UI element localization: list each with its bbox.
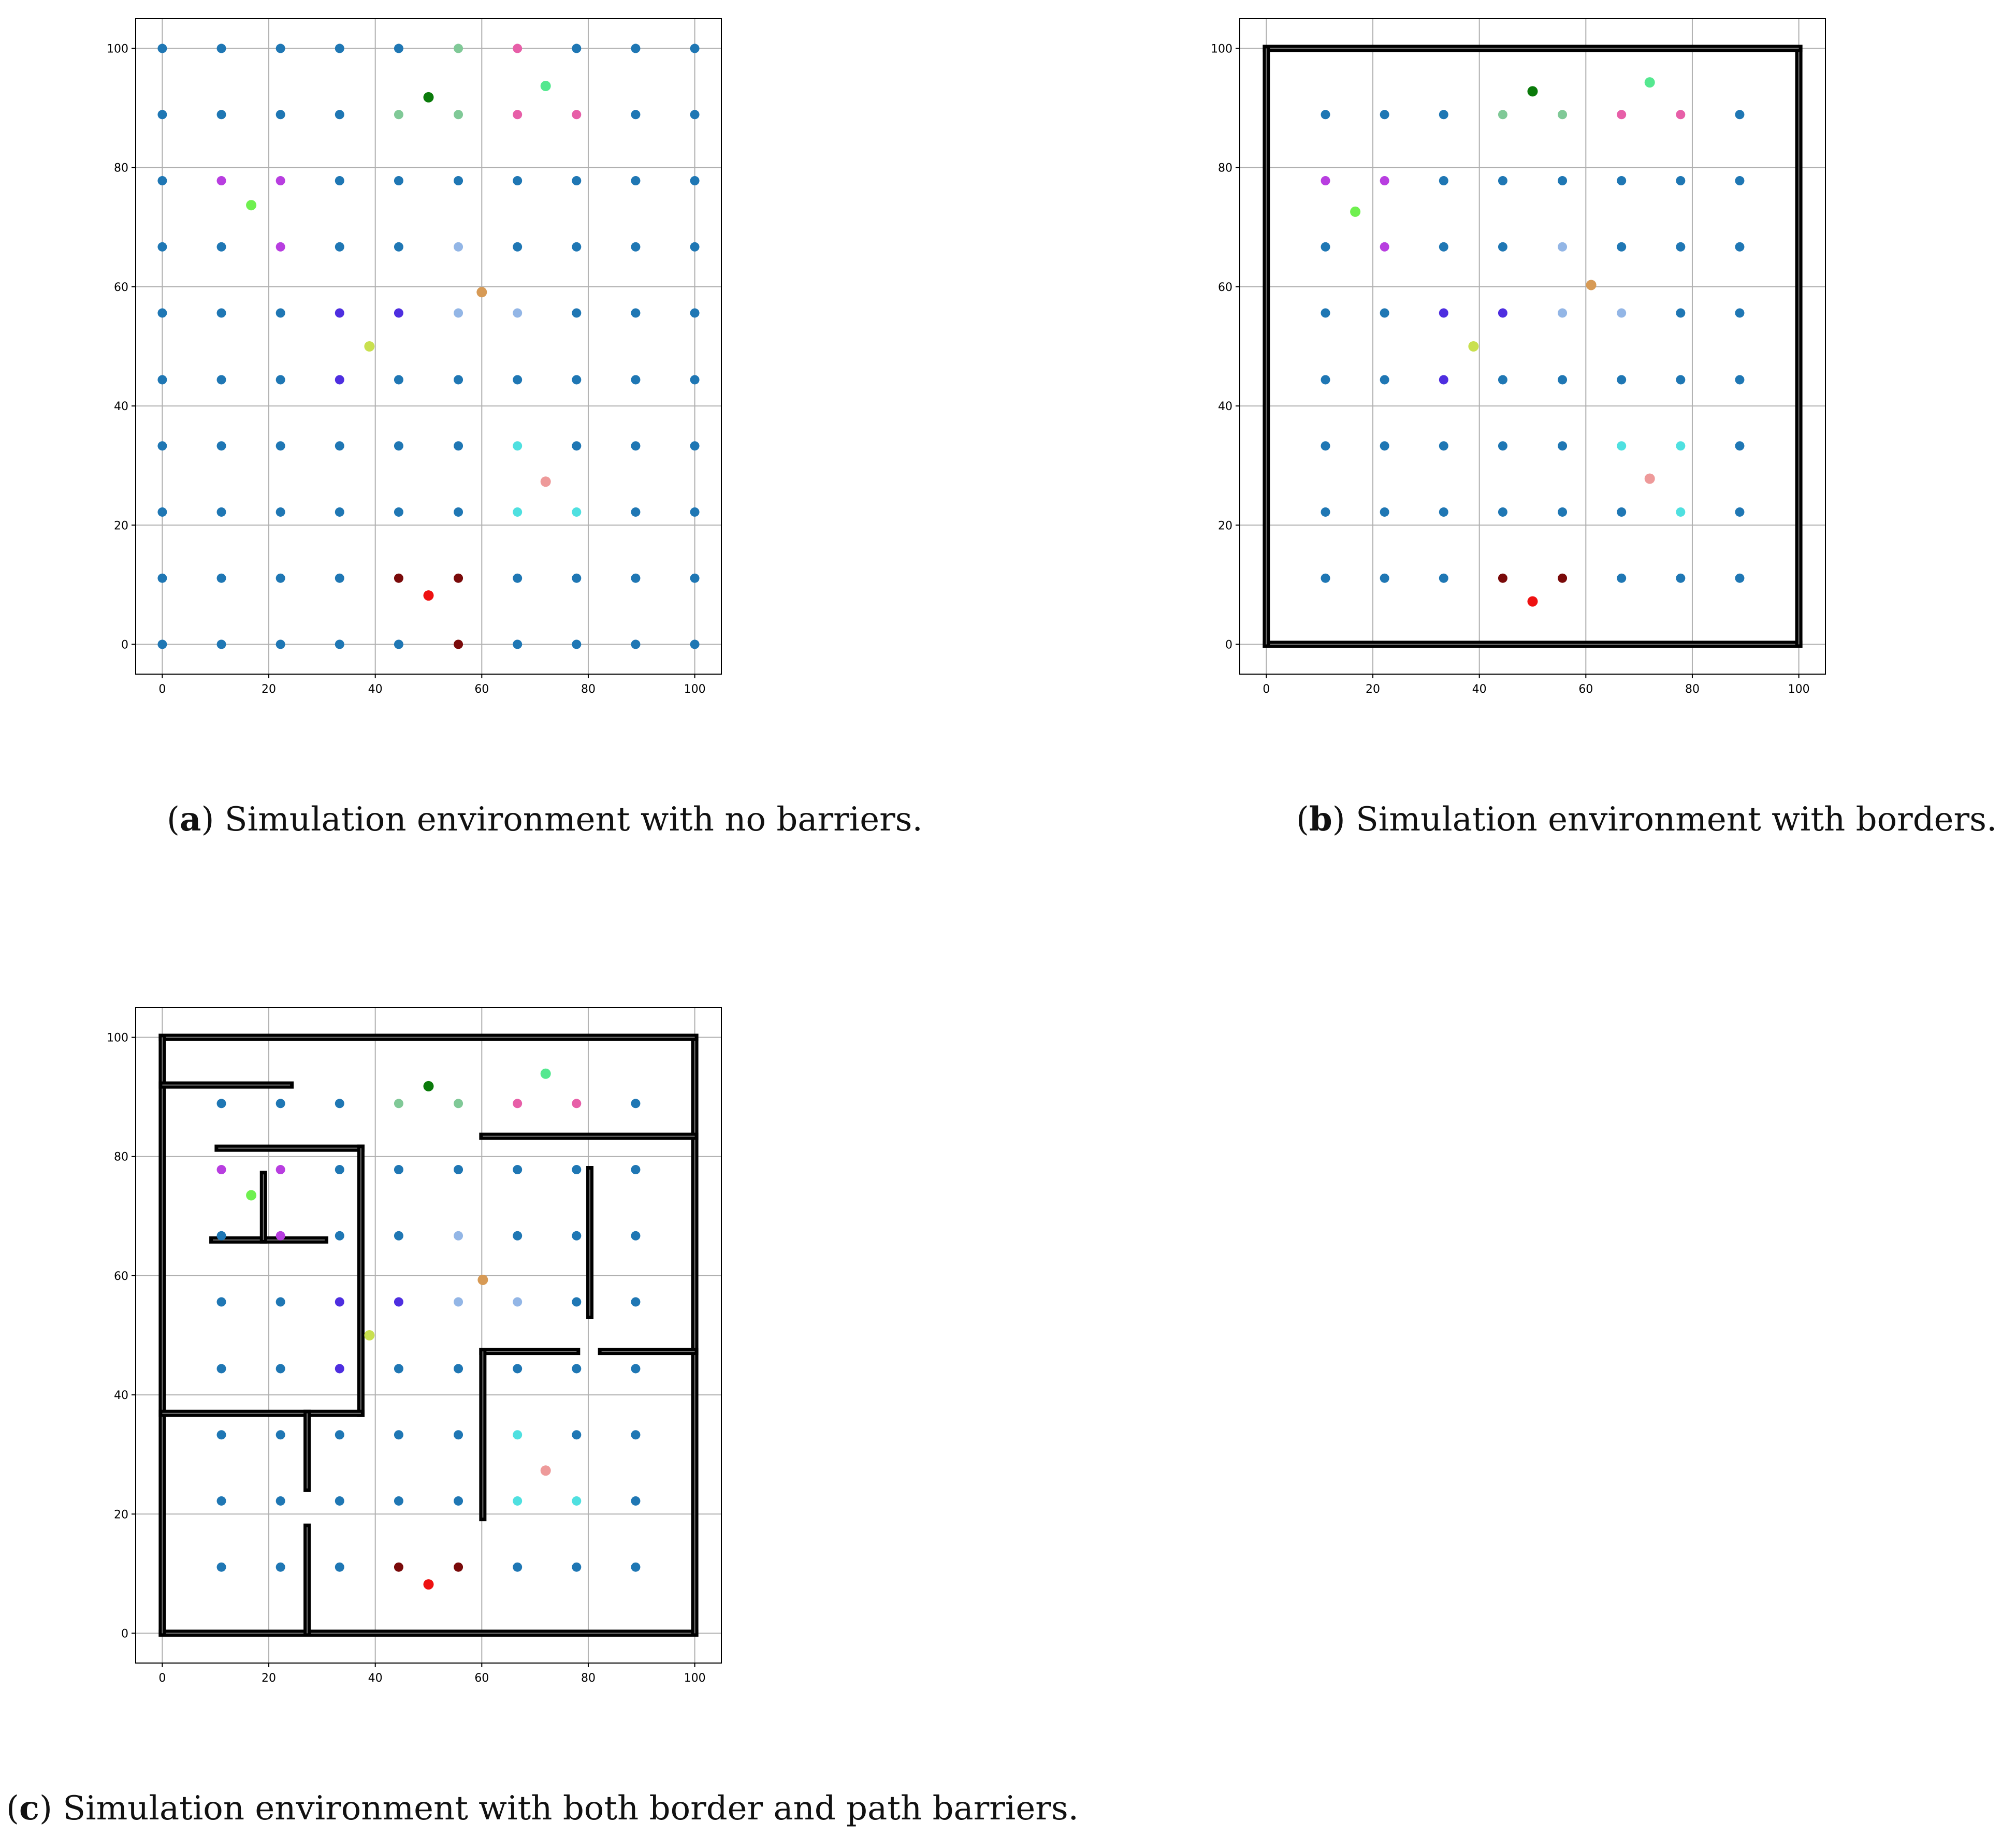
grid-point xyxy=(1321,574,1330,583)
grid-point xyxy=(454,110,463,119)
y-tick-label: 100 xyxy=(107,1031,128,1045)
x-tick-label: 80 xyxy=(581,683,596,696)
grid-point xyxy=(157,44,167,53)
grid-point xyxy=(631,176,640,185)
grid-point xyxy=(1439,110,1448,119)
grid-point xyxy=(513,1496,522,1506)
grid-point xyxy=(217,507,226,517)
grid-point xyxy=(1380,441,1389,450)
grid-point xyxy=(454,44,463,53)
panel-b-plot xyxy=(1104,0,1829,699)
grid-point xyxy=(631,1297,640,1307)
grid-point xyxy=(335,1563,344,1572)
agent-point xyxy=(1645,474,1655,484)
grid-point xyxy=(572,507,581,517)
grid-point xyxy=(335,639,344,649)
grid-point xyxy=(454,1165,463,1174)
panel-b-caption: (b) Simulation environment with borders. xyxy=(1296,800,1997,839)
grid-point xyxy=(276,1297,285,1307)
grid-point xyxy=(631,242,640,252)
grid-point xyxy=(276,1496,285,1506)
grid-point xyxy=(157,110,167,119)
y-tick-label: 60 xyxy=(114,1270,128,1283)
grid-point xyxy=(572,44,581,53)
grid-point xyxy=(1558,242,1567,252)
grid-point xyxy=(454,1231,463,1241)
grid-point xyxy=(631,441,640,450)
grid-point xyxy=(1735,441,1744,450)
x-tick-label: 0 xyxy=(158,683,166,696)
grid-point xyxy=(1380,507,1389,517)
grid-point xyxy=(513,242,522,252)
grid-point xyxy=(1617,507,1626,517)
agent-point xyxy=(424,1579,434,1590)
grid-point xyxy=(394,507,403,517)
grid-point xyxy=(217,375,226,384)
y-tick-label: 20 xyxy=(114,519,128,533)
grid-point xyxy=(335,1364,344,1373)
grid-point xyxy=(572,1496,581,1506)
x-tick-label: 20 xyxy=(1366,683,1381,696)
grid-point xyxy=(394,1099,403,1108)
x-tick-label: 100 xyxy=(684,683,706,696)
grid-point xyxy=(394,110,403,119)
y-tick-label: 0 xyxy=(121,638,128,652)
grid-point xyxy=(690,375,700,384)
grid-point xyxy=(335,309,344,318)
grid-point xyxy=(335,110,344,119)
grid-point xyxy=(1321,242,1330,252)
panel-a-caption: (a) Simulation environment with no barriers. xyxy=(167,800,923,839)
grid-point xyxy=(217,176,226,185)
y-tick-label: 0 xyxy=(121,1627,128,1641)
grid-point xyxy=(631,110,640,119)
grid-point xyxy=(690,242,700,252)
grid-point xyxy=(1380,176,1389,185)
y-tick-label: 100 xyxy=(1211,42,1232,56)
grid-point xyxy=(1676,441,1685,450)
grid-point xyxy=(1380,309,1389,318)
grid-point xyxy=(631,309,640,318)
grid-point xyxy=(690,574,700,583)
x-tick-label: 100 xyxy=(1788,683,1810,696)
grid-point xyxy=(394,441,403,450)
grid-point xyxy=(1558,441,1567,450)
grid-point xyxy=(276,309,285,318)
grid-point xyxy=(394,1563,403,1572)
panel-c-plot xyxy=(0,989,725,1688)
grid-point xyxy=(1617,441,1626,450)
grid-point xyxy=(217,1231,226,1241)
grid-point xyxy=(276,1563,285,1572)
grid-point xyxy=(276,375,285,384)
grid-point xyxy=(454,639,463,649)
grid-point xyxy=(690,441,700,450)
grid-point xyxy=(217,1364,226,1373)
grid-point xyxy=(513,375,522,384)
grid-point xyxy=(217,1496,226,1506)
grid-point xyxy=(1558,507,1567,517)
grid-point xyxy=(1617,242,1626,252)
grid-point xyxy=(631,507,640,517)
grid-point xyxy=(335,1297,344,1307)
grid-point xyxy=(631,1563,640,1572)
grid-point xyxy=(1735,309,1744,318)
grid-point xyxy=(157,375,167,384)
grid-point xyxy=(335,242,344,252)
grid-point xyxy=(1735,375,1744,384)
grid-point xyxy=(157,242,167,252)
grid-point xyxy=(1676,176,1685,185)
grid-point xyxy=(1558,574,1567,583)
grid-point xyxy=(1321,176,1330,185)
grid-point xyxy=(513,44,522,53)
grid-point xyxy=(631,44,640,53)
grid-point xyxy=(276,110,285,119)
grid-point xyxy=(454,375,463,384)
grid-point xyxy=(217,1099,226,1108)
grid-point xyxy=(572,1563,581,1572)
grid-point xyxy=(572,1430,581,1439)
grid-point xyxy=(513,1563,522,1572)
grid-point xyxy=(572,375,581,384)
grid-point xyxy=(217,1430,226,1439)
grid-point xyxy=(335,375,344,384)
grid-point xyxy=(1676,242,1685,252)
agent-point xyxy=(1586,280,1597,290)
panel-c-letter: c xyxy=(19,1789,39,1828)
grid-point xyxy=(572,176,581,185)
grid-point xyxy=(394,1165,403,1174)
grid-point xyxy=(454,309,463,318)
grid-point xyxy=(394,44,403,53)
grid-point xyxy=(572,110,581,119)
x-tick-label: 20 xyxy=(262,1672,277,1685)
grid-point xyxy=(454,574,463,583)
grid-point xyxy=(276,507,285,517)
grid-point xyxy=(335,507,344,517)
y-tick-label: 40 xyxy=(114,400,128,414)
grid-point xyxy=(276,242,285,252)
grid-point xyxy=(335,441,344,450)
grid-point xyxy=(1617,375,1626,384)
agent-point xyxy=(424,590,434,601)
grid-point xyxy=(454,1099,463,1108)
agent-point xyxy=(541,81,551,91)
y-tick-label: 20 xyxy=(114,1508,128,1522)
grid-point xyxy=(572,1099,581,1108)
grid-point xyxy=(394,1297,403,1307)
grid-point xyxy=(217,44,226,53)
grid-point xyxy=(157,639,167,649)
grid-point xyxy=(394,375,403,384)
grid-point xyxy=(1676,375,1685,384)
grid-point xyxy=(631,1099,640,1108)
agent-point xyxy=(476,287,487,297)
grid-point xyxy=(1558,110,1567,119)
panel-a-plot xyxy=(0,0,725,699)
grid-point xyxy=(1380,110,1389,119)
x-tick-label: 80 xyxy=(1685,683,1700,696)
grid-point xyxy=(1439,242,1448,252)
grid-point xyxy=(394,176,403,185)
grid-point xyxy=(1498,110,1507,119)
grid-point xyxy=(335,1430,344,1439)
grid-point xyxy=(572,1231,581,1241)
agent-point xyxy=(1528,86,1538,96)
grid-point xyxy=(394,1231,403,1241)
x-tick-label: 0 xyxy=(158,1672,166,1685)
grid-point xyxy=(513,441,522,450)
grid-point xyxy=(1676,309,1685,318)
grid-point xyxy=(454,1364,463,1373)
grid-point xyxy=(335,1099,344,1108)
grid-point xyxy=(1558,309,1567,318)
grid-point xyxy=(335,1496,344,1506)
grid-point xyxy=(1498,176,1507,185)
grid-point xyxy=(1380,242,1389,252)
grid-point xyxy=(276,441,285,450)
grid-point xyxy=(335,44,344,53)
grid-point xyxy=(1321,375,1330,384)
grid-point xyxy=(454,242,463,252)
x-tick-label: 40 xyxy=(368,683,383,696)
grid-point xyxy=(454,441,463,450)
grid-point xyxy=(276,44,285,53)
panel-b-letter: b xyxy=(1309,800,1332,839)
grid-point xyxy=(276,639,285,649)
y-tick-label: 80 xyxy=(114,162,128,175)
grid-point xyxy=(1498,441,1507,450)
grid-point xyxy=(631,375,640,384)
grid-point xyxy=(1321,110,1330,119)
grid-point xyxy=(513,507,522,517)
y-tick-label: 20 xyxy=(1218,519,1232,533)
grid-point xyxy=(513,309,522,318)
grid-point xyxy=(276,1231,285,1241)
grid-point xyxy=(631,1231,640,1241)
x-tick-label: 60 xyxy=(1578,683,1593,696)
grid-point xyxy=(157,309,167,318)
grid-point xyxy=(572,1297,581,1307)
panel-b-caption-text: Simulation environment with borders. xyxy=(1356,800,1997,839)
grid-point xyxy=(631,574,640,583)
agent-point xyxy=(541,476,551,487)
grid-point xyxy=(631,1430,640,1439)
grid-point xyxy=(276,1099,285,1108)
grid-point xyxy=(276,1430,285,1439)
agent-point xyxy=(1528,596,1538,607)
grid-point xyxy=(1558,176,1567,185)
grid-point xyxy=(1380,375,1389,384)
grid-point xyxy=(276,1364,285,1373)
grid-point xyxy=(217,1165,226,1174)
grid-point xyxy=(454,176,463,185)
y-tick-label: 40 xyxy=(1218,400,1232,414)
grid-point xyxy=(1735,176,1744,185)
grid-point xyxy=(394,1496,403,1506)
panel-a-letter: a xyxy=(179,800,201,839)
grid-point xyxy=(690,639,700,649)
grid-point xyxy=(217,309,226,318)
y-tick-label: 80 xyxy=(1218,162,1232,175)
x-tick-label: 40 xyxy=(368,1672,383,1685)
grid-point xyxy=(454,1563,463,1572)
grid-point xyxy=(513,1099,522,1108)
y-tick-label: 60 xyxy=(114,281,128,294)
grid-point xyxy=(217,242,226,252)
grid-point xyxy=(335,1165,344,1174)
grid-point xyxy=(1439,176,1448,185)
grid-point xyxy=(1439,309,1448,318)
grid-point xyxy=(1617,176,1626,185)
grid-point xyxy=(157,507,167,517)
grid-point xyxy=(335,574,344,583)
grid-point xyxy=(1321,507,1330,517)
x-tick-label: 40 xyxy=(1472,683,1487,696)
grid-point xyxy=(394,639,403,649)
grid-point xyxy=(572,639,581,649)
agent-point xyxy=(541,1069,551,1079)
grid-point xyxy=(1498,574,1507,583)
grid-point xyxy=(276,574,285,583)
grid-point xyxy=(690,507,700,517)
grid-point xyxy=(1676,574,1685,583)
grid-point xyxy=(513,1364,522,1373)
y-tick-label: 0 xyxy=(1225,638,1232,652)
grid-point xyxy=(1321,441,1330,450)
x-tick-label: 20 xyxy=(262,683,277,696)
grid-point xyxy=(335,176,344,185)
grid-point xyxy=(572,242,581,252)
grid-point xyxy=(335,1231,344,1241)
grid-point xyxy=(1735,507,1744,517)
panel-a-caption-text: Simulation environment with no barriers. xyxy=(224,800,923,839)
agent-point xyxy=(424,92,434,103)
grid-point xyxy=(572,309,581,318)
agent-point xyxy=(246,200,256,210)
grid-point xyxy=(217,110,226,119)
grid-point xyxy=(1617,574,1626,583)
panel-c-caption-text: Simulation environment with both border and path barriers. xyxy=(63,1789,1079,1828)
grid-point xyxy=(690,110,700,119)
grid-point xyxy=(513,110,522,119)
grid-point xyxy=(217,639,226,649)
grid-point xyxy=(1617,110,1626,119)
grid-point xyxy=(572,1364,581,1373)
agent-point xyxy=(1468,341,1478,352)
agent-point xyxy=(1645,77,1655,88)
agent-point xyxy=(1350,207,1360,217)
panel-c-caption: (c) Simulation environment with both border and path barriers. xyxy=(6,1789,1079,1828)
grid-point xyxy=(631,1496,640,1506)
grid-point xyxy=(513,639,522,649)
x-tick-label: 60 xyxy=(474,683,489,696)
grid-point xyxy=(276,176,285,185)
y-tick-label: 100 xyxy=(107,42,128,56)
grid-point xyxy=(513,1430,522,1439)
y-tick-label: 40 xyxy=(114,1389,128,1403)
grid-point xyxy=(513,574,522,583)
grid-point xyxy=(217,1297,226,1307)
grid-point xyxy=(157,441,167,450)
agent-point xyxy=(541,1465,551,1476)
agent-point xyxy=(364,341,374,352)
y-tick-label: 60 xyxy=(1218,281,1232,294)
grid-point xyxy=(513,176,522,185)
x-tick-label: 80 xyxy=(581,1672,596,1685)
grid-point xyxy=(1439,375,1448,384)
x-tick-label: 0 xyxy=(1263,683,1270,696)
grid-point xyxy=(394,1364,403,1373)
x-tick-label: 60 xyxy=(474,1672,489,1685)
agent-point xyxy=(424,1081,434,1091)
grid-point xyxy=(690,44,700,53)
grid-point xyxy=(1676,110,1685,119)
grid-point xyxy=(217,1563,226,1572)
agent-point xyxy=(246,1190,256,1201)
grid-point xyxy=(1498,242,1507,252)
grid-point xyxy=(1735,242,1744,252)
grid-point xyxy=(572,1165,581,1174)
y-tick-label: 80 xyxy=(114,1150,128,1164)
grid-point xyxy=(1498,375,1507,384)
grid-point xyxy=(454,1496,463,1506)
grid-point xyxy=(1498,507,1507,517)
grid-point xyxy=(513,1165,522,1174)
grid-point xyxy=(1617,309,1626,318)
grid-point xyxy=(690,176,700,185)
grid-point xyxy=(157,574,167,583)
grid-point xyxy=(513,1231,522,1241)
grid-point xyxy=(1558,375,1567,384)
grid-point xyxy=(454,1430,463,1439)
grid-point xyxy=(572,441,581,450)
grid-point xyxy=(1380,574,1389,583)
grid-point xyxy=(631,1364,640,1373)
grid-point xyxy=(217,574,226,583)
grid-point xyxy=(454,1297,463,1307)
grid-point xyxy=(631,1165,640,1174)
grid-point xyxy=(1439,507,1448,517)
grid-point xyxy=(1439,441,1448,450)
grid-point xyxy=(394,1430,403,1439)
grid-point xyxy=(690,309,700,318)
grid-point xyxy=(513,1297,522,1307)
grid-point xyxy=(572,574,581,583)
x-tick-label: 100 xyxy=(684,1672,706,1685)
grid-point xyxy=(394,309,403,318)
agent-point xyxy=(477,1275,488,1285)
grid-point xyxy=(631,639,640,649)
grid-point xyxy=(217,441,226,450)
grid-point xyxy=(1498,309,1507,318)
grid-point xyxy=(394,574,403,583)
grid-point xyxy=(1735,110,1744,119)
grid-point xyxy=(276,1165,285,1174)
grid-point xyxy=(1439,574,1448,583)
agent-point xyxy=(364,1330,374,1340)
grid-point xyxy=(1676,507,1685,517)
grid-point xyxy=(454,507,463,517)
grid-point xyxy=(394,242,403,252)
grid-point xyxy=(157,176,167,185)
grid-point xyxy=(1735,574,1744,583)
grid-point xyxy=(1321,309,1330,318)
